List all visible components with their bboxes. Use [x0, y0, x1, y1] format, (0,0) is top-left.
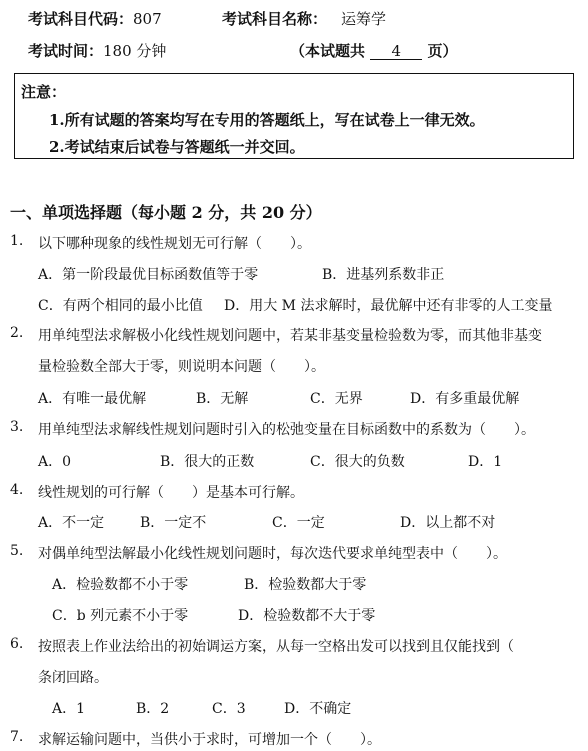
option-b: B．检验数都大于零 — [244, 577, 367, 593]
question-text: 按照表上作业法给出的初始调运方案，从每一空格出发可以找到且仅能找到（ — [38, 639, 542, 655]
option-a: A．不一定 — [38, 515, 105, 531]
question-number: 6. — [10, 636, 24, 652]
option-c: C．一定 — [272, 515, 325, 531]
option-d: D．以上都不对 — [400, 515, 496, 531]
exam-time-label: 考试时间： — [28, 42, 104, 60]
question-number: 4. — [10, 482, 24, 498]
notice-item: 1.所有试题的答案均写在专用的答题纸上，写在试卷上一律无效。 — [49, 111, 485, 129]
section-title: 一、单项选择题（每小题 2 分，共 20 分） — [10, 203, 322, 222]
option-a: A．0 — [38, 454, 72, 470]
notice-item: 2.考试结束后试卷与答题纸一并交回。 — [49, 138, 305, 156]
question-number: 1. — [10, 233, 24, 249]
option-d: D．检验数都不大于零 — [238, 608, 376, 624]
option-a: A．第一阶段最优目标函数值等于零 — [38, 267, 259, 283]
notice-box — [14, 73, 574, 159]
exam-code-value: 807 — [133, 10, 162, 28]
question-number: 7. — [10, 729, 24, 745]
exam-code-label: 考试科目代码： — [28, 10, 134, 28]
exam-pages-suffix: 页） — [427, 42, 458, 60]
option-b: B．进基列系数非正 — [322, 267, 445, 283]
question-text-continued: 条闭回路。 — [38, 670, 108, 686]
option-b: B．很大的正数 — [160, 454, 255, 470]
question-text-continued: 量检验数全部大于零，则说明本问题（ ）。 — [38, 359, 325, 375]
notice-title: 注意： — [21, 83, 67, 101]
option-a: A．检验数都不小于零 — [52, 577, 189, 593]
question-text: 用单纯型法求解线性规划问题时引入的松弛变量在目标函数中的系数为（ ）。 — [38, 422, 535, 438]
exam-time-value: 180 分钟 — [103, 42, 167, 60]
exam-pages — [290, 40, 458, 61]
option-a: A．有唯一最优解 — [38, 391, 147, 407]
option-c: C．无界 — [310, 391, 363, 407]
question-text: 以下哪种现象的线性规划无可行解（ ）。 — [38, 236, 311, 252]
option-c: C．有两个相同的最小比值 — [38, 298, 203, 314]
option-d: D．不确定 — [284, 701, 352, 717]
exam-pages-prefix: （本试题共 — [290, 42, 366, 60]
option-c: C．3 — [212, 701, 246, 717]
exam-subject-label: 考试科目名称： — [222, 10, 328, 28]
option-c: C．很大的负数 — [310, 454, 405, 470]
question-text: 用单纯型法求解极小化线性规划问题中，若某非基变量检验数为零，而其他非基变 — [38, 328, 542, 344]
option-d: D．有多重最优解 — [410, 391, 520, 407]
question-text: 线性规划的可行解（ ）是基本可行解。 — [38, 485, 304, 501]
option-b: B．一定不 — [140, 515, 207, 531]
exam-pages-value: 4 — [370, 43, 422, 60]
question-number: 3. — [10, 419, 24, 435]
option-b: B．2 — [136, 701, 170, 717]
question-text: 求解运输问题中，当供小于求时，可增加一个（ ）。 — [38, 732, 381, 748]
option-c: C．b 列元素不小于零 — [52, 608, 189, 624]
question-number: 2. — [10, 325, 24, 341]
exam-code — [28, 8, 162, 29]
option-b: B．无解 — [196, 391, 249, 407]
option-d: D．1 — [468, 454, 503, 470]
question-number: 5. — [10, 543, 24, 559]
exam-subject — [222, 8, 386, 29]
question-text: 对偶单纯型法解最小化线性规划问题时，每次迭代要求单纯型表中（ ）。 — [38, 546, 507, 562]
option-a: A．1 — [52, 701, 86, 717]
exam-time — [28, 40, 166, 61]
option-d: D．用大 M 法求解时，最优解中还有非零的人工变量 — [224, 298, 553, 314]
exam-subject-value: 运筹学 — [341, 10, 387, 28]
